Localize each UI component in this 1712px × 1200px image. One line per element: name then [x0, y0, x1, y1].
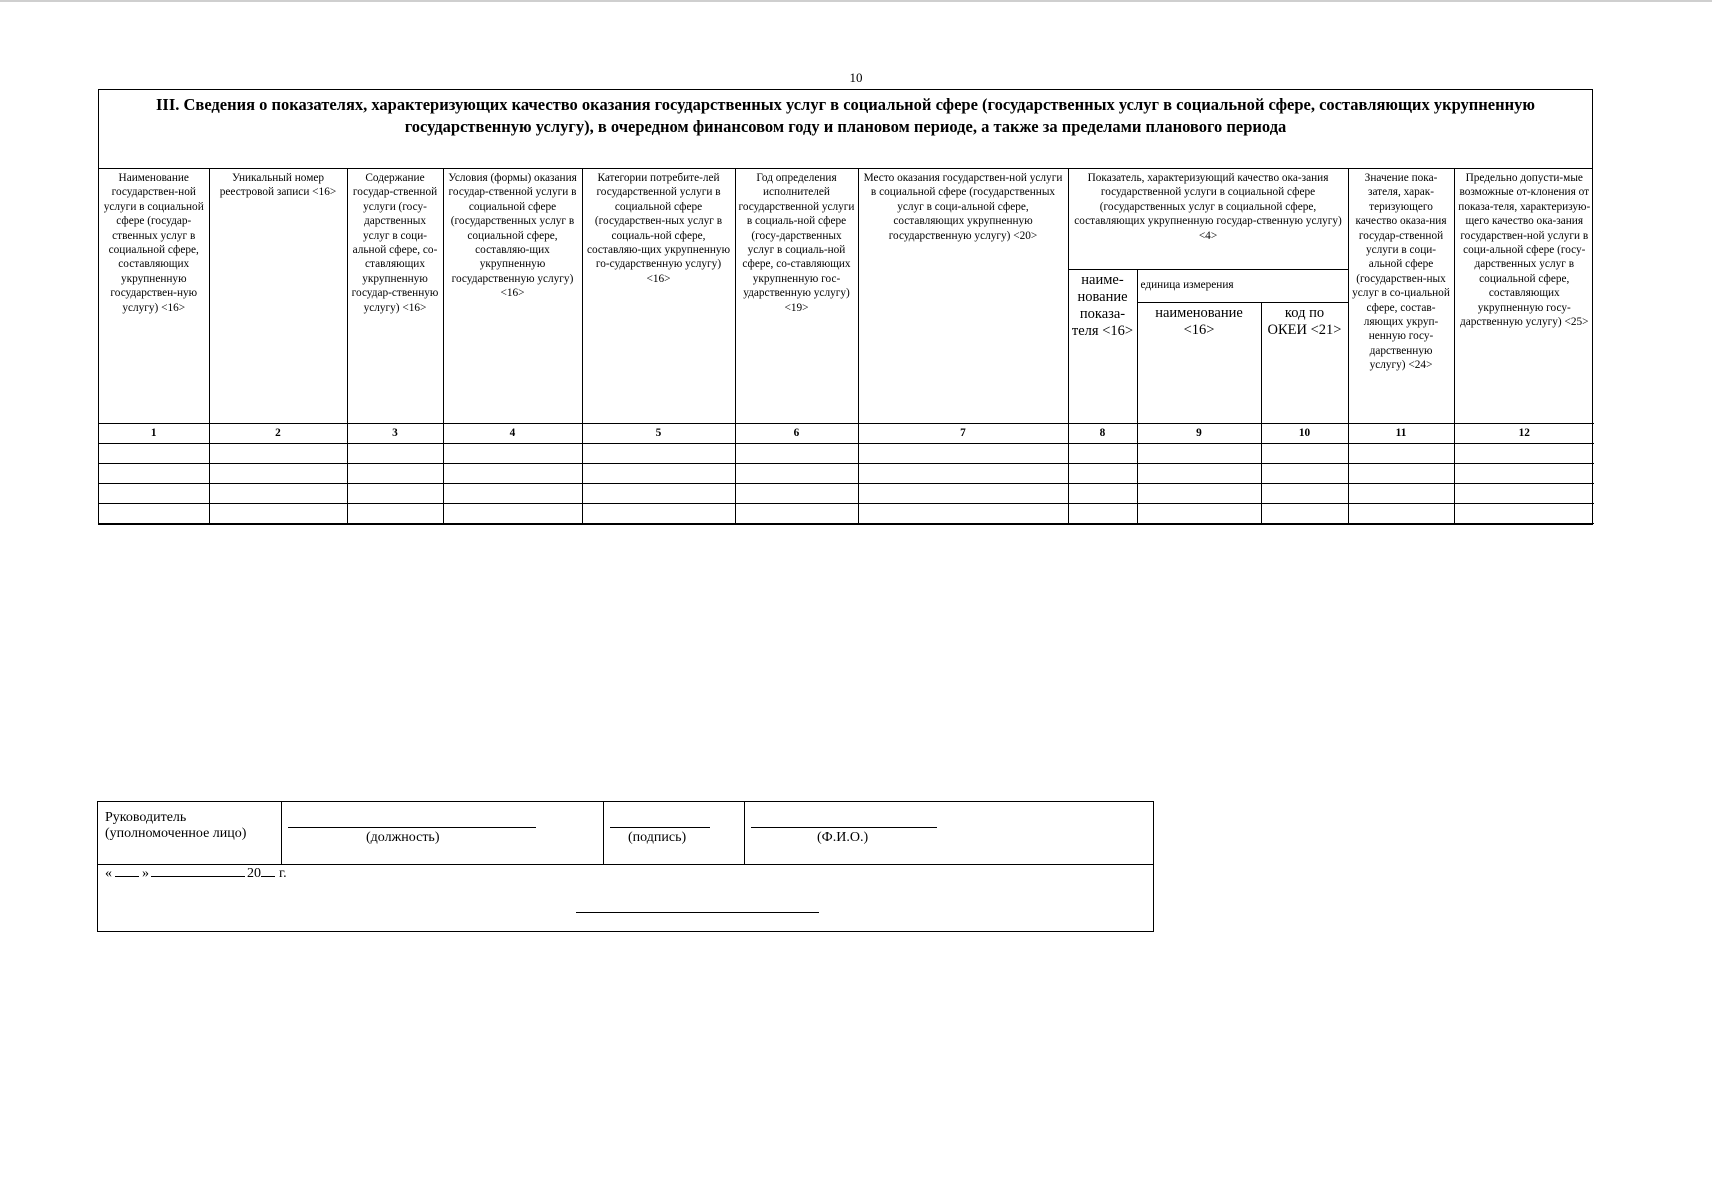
- year-prefix: 20: [247, 866, 261, 881]
- header-service-conditions: Условия (формы) оказания государ-ственной услуги в социальной сфере (государственных услуг в социальной сфере, составляю-щих укрупненную государственную услугу) <16>: [443, 169, 582, 423]
- header-registry-number: Уникальный номер реестровой записи <16>: [209, 169, 347, 423]
- header-service-content: Содержание государ-ственной услуги (госу-дарственных услуг в соци-альной сфере, со-ставляющих укрупненную государ-ственную услугу) <16>: [347, 169, 443, 423]
- stamp-line: [576, 912, 819, 913]
- header-unit-group: единица измерения: [1137, 269, 1348, 302]
- header-unit-name: наименование <16>: [1137, 302, 1261, 423]
- month-blank: [151, 864, 245, 877]
- signatory-role: [98, 802, 281, 864]
- signature-caption: (подпись): [628, 830, 687, 845]
- header-service-place: Место оказания государствен-ной услуги в социальной сфере (государственных услуг в соци-альной сфере, составляющих укрупненную государственную услугу) <20>: [858, 169, 1068, 423]
- header-indicator-value: Значение пока-зателя, харак-теризующего качество оказа-ния государ-ственной услуги в соци-альной сфере (государствен-ных услуг в со-циальной сфере, состав-ляющих укруп-ненную госу-дарственную услугу) <24>: [1348, 169, 1454, 423]
- position-line: [288, 827, 536, 828]
- indicators-grid: [99, 169, 1594, 524]
- column-number: 8: [1068, 423, 1137, 443]
- header-service-name: Наименование государствен-ной услуги в социальной сфере (государ-ственных услуг в социальной сфере, составляющих укрупненную государствен-ную услугу) <16>: [99, 169, 209, 423]
- page-top-edge: [0, 0, 1712, 2]
- header-okei-code: код по ОКЕИ <21>: [1261, 302, 1348, 423]
- header-indicator-name: наиме-нование показа-теля <16>: [1068, 269, 1137, 423]
- section-heading: III. Сведения о показателях, характеризующих качество оказания государственных услуг в социальной сфере (государственных услуг в социальной сфере, составляющих укрупненную государственную услугу), в очередном финансовом году и плановом периоде, а также за пределами планового периода: [99, 90, 1592, 169]
- name-field: [744, 802, 1152, 864]
- header-quality-indicator-group: Показатель, характеризующий качество ока-зания государственной услуги в социальной сфере (государственных услуг в социальной сфере, составляющих укрупненную государ-ственную услугу) <4>: [1068, 169, 1348, 269]
- table-row: [99, 443, 1594, 463]
- column-number: 2: [209, 423, 347, 443]
- column-number: 4: [443, 423, 582, 443]
- year-suffix: г.: [279, 866, 287, 881]
- date-field: [105, 864, 287, 882]
- column-number: 1: [99, 423, 209, 443]
- column-number: 3: [347, 423, 443, 443]
- column-number: 11: [1348, 423, 1454, 443]
- header-executor-year: Год определения исполнителей государственной услуги в социаль-ной сфере (госу-дарственных услуг в социаль-ной сфере, со-ставляющих укрупненную гос-ударственную услугу) <19>: [735, 169, 858, 423]
- signature-field: [603, 802, 744, 864]
- column-number: 5: [582, 423, 735, 443]
- signatory-role-line1: Руководитель: [105, 810, 187, 825]
- date-open-quote: «: [105, 866, 112, 881]
- day-blank: [115, 864, 139, 877]
- quality-indicators-table: [98, 89, 1593, 525]
- column-number: 9: [1137, 423, 1261, 443]
- table-row: [99, 483, 1594, 503]
- position-caption: (должность): [366, 830, 440, 845]
- column-number: 12: [1454, 423, 1594, 443]
- page-number: 10: [849, 70, 863, 85]
- column-number-row: [99, 423, 1594, 443]
- header-consumer-categories: Категории потребите-лей государственной услуги в социальной сфере (государствен-ных услуг в социаль-ной сфере, составляю-щих укрупненную го-сударственную услугу) <16>: [582, 169, 735, 423]
- column-number: 7: [858, 423, 1068, 443]
- signature-row: [98, 802, 1153, 865]
- name-caption: (Ф.И.О.): [817, 830, 869, 845]
- table-row: [99, 463, 1594, 483]
- header-allowed-deviation: Предельно допусти-мые возможные от-клонения от показа-теля, характеризую-щего качество ока-зания государствен-ной услуги в соци-альной сфере (госу-дарственных услуг в социальной сфере, составляющих укрупненную госу-дарственную услугу) <25>: [1454, 169, 1594, 423]
- column-number: 10: [1261, 423, 1348, 443]
- column-number: 6: [735, 423, 858, 443]
- position-field: [281, 802, 603, 864]
- signature-line: [610, 827, 710, 828]
- year-blank: [261, 864, 275, 877]
- signatory-role-line2: (уполномоченное лицо): [105, 826, 247, 841]
- date-close-quote: »: [142, 866, 149, 881]
- signature-block: [97, 801, 1154, 932]
- table-row: [99, 503, 1594, 523]
- name-line: [751, 827, 937, 828]
